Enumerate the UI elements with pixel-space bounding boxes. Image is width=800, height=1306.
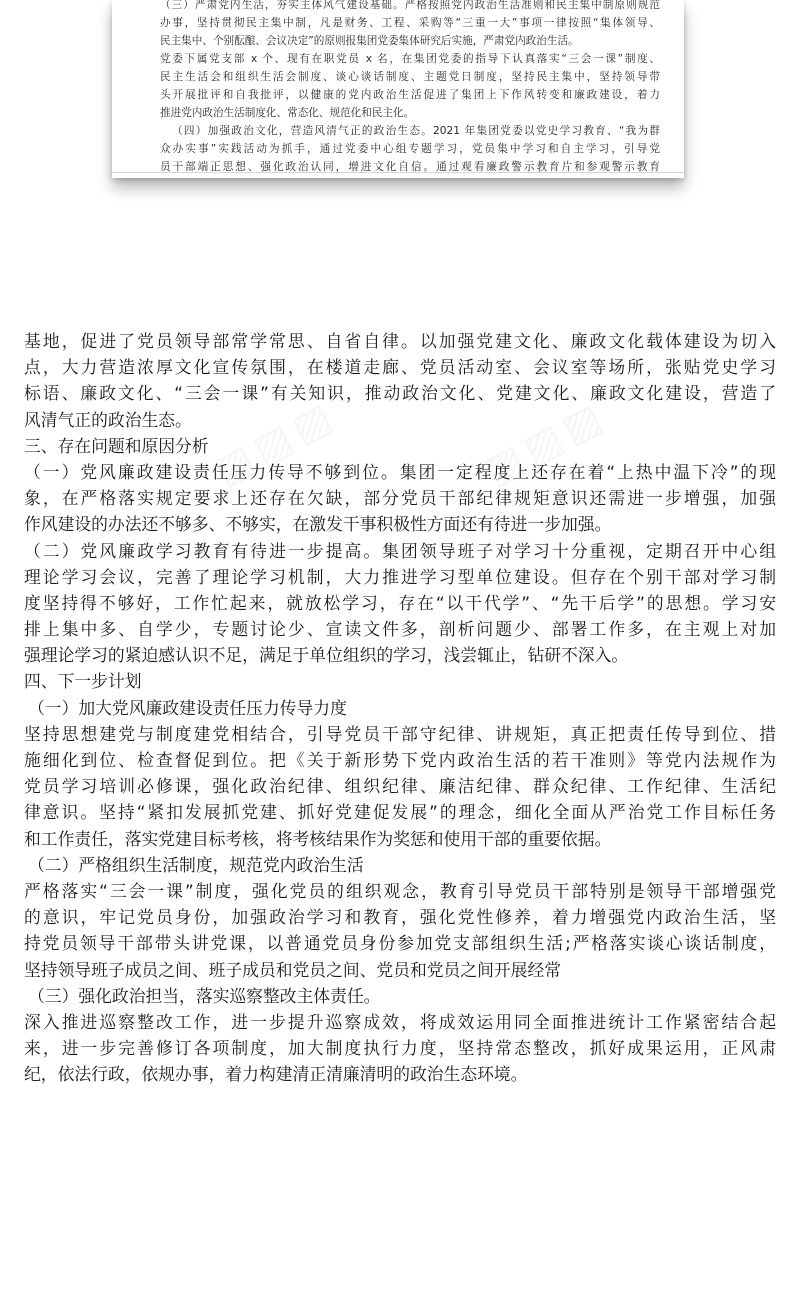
- preview-line: 员干部端正思想、强化政治认同，增进文化自信。通过观看廉政警示教育片和参观警示教育: [160, 161, 660, 173]
- body-line: 基地，促进了党员领导部常学常思、自省自律。以加强党建文化、廉政文化载体建设为切入: [24, 331, 776, 351]
- body-line: 坚持思想建党与制度建党相结合，引导党员干部守纪律、讲规矩，真正把责任传导到位、措: [24, 723, 776, 744]
- preview-line: 民主生活会和组织生活会制度、谈心谈话制度、主题党日制度，坚持民主集中，坚持领导带: [160, 71, 660, 83]
- body-line: 理论学习会议，完善了理论学习机制，大力推进学习型单位建设。但存在个别干部对学习制: [24, 566, 776, 587]
- section-heading: 三、存在问题和原因分析: [24, 435, 209, 456]
- preview-card: [112, 0, 684, 173]
- body-line: 施细化到位、检查督促到位。把《关于新形势下党内政治生活的若干准则》等党内法规作为: [24, 750, 776, 770]
- body-line: 度坚持得不够好，工作忙起来，就放松学习，存在“以干代学”、“先干后学”的思想。学习安: [24, 592, 776, 613]
- preview-line: 推进党内政治生活制度化、常态化、规范化和民主化。: [160, 107, 415, 119]
- body-line: 纪，依法行政，依规办事，着力构建清正清廉清明的政治生态环境。: [24, 1064, 528, 1085]
- body-line: 坚持领导班子成员之间、班子成员和党员之间、党员和党员之间开展经常: [24, 959, 562, 980]
- body-line: （二）党风廉政学习教育有待进一步提高。集团领导班子对学习十分重视，定期召开中心组: [24, 540, 776, 561]
- body-line: 持党员领导干部带头讲党课，以普通党员身份参加党支部组织生活;严格落实谈心谈话制度，: [24, 933, 776, 954]
- body-line: 来，进一步完善修订各项制度，加大制度执行力度，坚持常态整改，抓好成果运用，正风肃: [24, 1038, 776, 1059]
- preview-line: （四）加强政治文化，营造风清气正的政治生态。2021 年集团党委以党史学习教育、“我为群: [172, 125, 661, 137]
- body-line: 作风建设的办法还不够多、不够实，在激发干事积极性方面还有待进一步加强。: [24, 514, 612, 535]
- body-line: 点，大力营造浓厚文化宣传氛围，在楼道走廊、党员活动室、会议室等场所，张贴党史学习: [24, 357, 776, 378]
- body-line: 党员学习培训必修课，强化政治纪律、组织纪律、廉洁纪律、群众纪律、工作纪律、生活纪: [24, 776, 776, 797]
- body-line: 严格落实“三会一课”制度，强化党员的组织观念，教育引导党员干部特别是领导干部增强党: [24, 880, 776, 901]
- preview-line: 民主集中、个别酝酿、会议决定”的原则报集团党委集体研究后实施，严肃党内政治生活。: [160, 35, 579, 47]
- body-line: 标语、廉政文化、“三会一课”有关知识，推动政治文化、党建文化、廉政文化建设，营造了: [24, 383, 776, 404]
- preview-text: [160, 0, 660, 173]
- preview-line: 众办实事”实践活动为抓手，通过党委中心组专题学习，党员集中学习和自主学习，引导党: [160, 143, 660, 155]
- section-heading: 四、下一步计划: [24, 671, 142, 692]
- subsection-heading: （三）强化政治担当，落实巡察整改主体责任。: [28, 985, 381, 1006]
- preview-line: 办事，坚持贯彻民主集中制，凡是财务、工程、采购等“三重一大”事项一律按照“集体领导、: [160, 17, 660, 29]
- preview-line: （三）严肃党内生活，夯实主体风气建设基础。严格按照党内政治生活准则和民主集中制原则规范: [160, 0, 660, 11]
- body-line: （一）党风廉政建设责任压力传导不够到位。集团一定程度上还存在着“上热中温下冷”的现: [24, 461, 776, 482]
- body-line: 排上集中多、自学少，专题讨论少、宣读文件多，剖析问题少、部署工作多，在主观上对加: [24, 619, 776, 640]
- body-line: 风清气正的政治生态。: [24, 409, 192, 430]
- watermark-shape: ▨▨▨: [476, 391, 615, 495]
- body-line: 强理论学习的紧迫感认识不足，满足于单位组织的学习，浅尝辄止，钻研不深入。: [24, 645, 629, 666]
- body-line: 的意识，牢记党员身份，加强政治学习和教育，强化党性修养，着力增强党内政治生活，坚: [24, 907, 776, 928]
- subsection-heading: （一）加大党风廉政建设责任压力传导力度: [28, 697, 347, 718]
- document-body: [24, 328, 776, 1087]
- preview-line: 党委下属党支部 x 个、现有在职党员 x 名，在集团党委的指导下认真落实“三会一课”制度、: [160, 53, 660, 65]
- body-line: 律意识。坚持“紧扣发展抓党建、抓好党建促发展”的理念，细化全面从严治党工作目标任务: [24, 802, 776, 823]
- watermark-shape: ▨▨▨: [206, 391, 345, 495]
- body-line: 象，在严格落实规定要求上还存在欠缺，部分党员干部纪律规矩意识还需进一步增强，加强: [24, 488, 776, 509]
- body-line: 和工作责任，落实党建目标考核，将考核结果作为奖惩和使用干部的重要依据。: [24, 828, 612, 849]
- preview-line: 头开展批评和自我批评，以健康的党内政治生活促进了集团上下作风转变和廉政建设，着力: [160, 89, 660, 101]
- subsection-heading: （二）严格组织生活制度，规范党内政治生活: [28, 854, 364, 875]
- body-line: 深入推进巡察整改工作，进一步提升巡察成效，将成效运用同全面推进统计工作紧密结合起: [24, 1011, 776, 1032]
